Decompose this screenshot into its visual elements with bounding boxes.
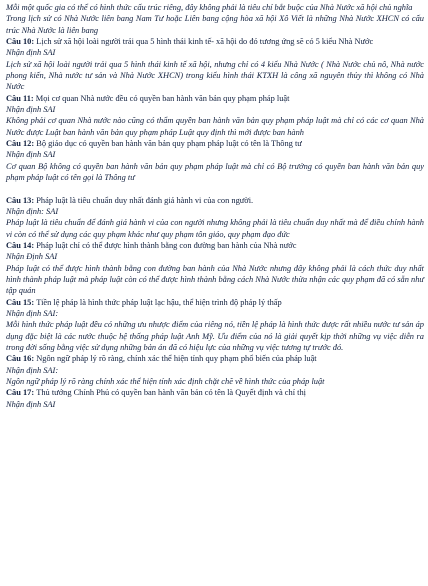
question-number: Câu 11:: [6, 93, 34, 103]
question-number: Câu 14:: [6, 240, 35, 250]
answer-paragraph: Lịch sử xã hội loài người trải qua 5 hình thái kinh tế xã hội, nhưng chỉ có 4 kiểu Nhà Nước ( Nhà Nước chủ nô, Nhà nước phong kiến, Nhà nước tư sản và Nhà Nước XHCN) trong kiểu hình thái KTXH là công xã nguyên thủy thì không có Nhà Nước: [6, 59, 424, 92]
verdict-label: Nhận định: SAI: [6, 206, 59, 216]
question-number: Câu 12:: [6, 139, 35, 149]
answer-paragraph: Pháp luật là tiêu chuẩn để đánh giá hành vi của con người nhưng không phải là tiêu chuẩn duy nhất mà để điều chỉnh hành vi còn có thể sử dụng các quy phạm khác như quy phạm tôn giáo, quy phạm đạo đức: [6, 218, 424, 239]
question-item: [6, 36, 424, 47]
question-text: Mọi cơ quan Nhà nước đều có quyền ban hành văn bản quy phạm pháp luật: [35, 93, 290, 103]
question-item: [6, 387, 424, 398]
verdict-label: Nhận định SAI: [6, 48, 56, 58]
question-number: Câu 16:: [6, 354, 35, 364]
answer-paragraph: Không phải cơ quan Nhà nước nào cũng có thẩm quyền ban hành văn bản quy phạm pháp luật mà chỉ có các cơ quan Nhà Nước được Luật ban hành văn bản quy phạm pháp Luật quy định thì mới được ban hành: [6, 116, 424, 137]
question-number: Câu 15:: [6, 297, 35, 307]
question-item: [6, 138, 424, 149]
question-item: [6, 353, 424, 364]
question-item: [6, 93, 424, 104]
question-text: Pháp luật chỉ có thể được hình thành bằng con đường ban hành của Nhà nước: [36, 240, 297, 250]
verdict-label: Nhận định SAI: [6, 150, 56, 160]
question-text: Tiền lệ pháp là hình thức pháp luật lạc hậu, thể hiện trình độ pháp lý thấp: [36, 297, 282, 307]
answer-paragraph: Trong lịch sử có Nhà Nước liên bang Nam Tư hoặc Liên bang cộng hòa xã hội Xô Viết là những Nhà Nước XHCN có cấu trúc Nhà Nước là liên bang: [6, 14, 424, 35]
question-text: Bộ giáo dục có quyền ban hành văn bản quy phạm pháp luật có tên là Thông tư: [36, 139, 302, 149]
question-number: Câu 17:: [6, 388, 35, 398]
question-text: Ngôn ngữ pháp lý rõ ràng, chính xác thể hiện tính quy phạm phổ biến của pháp luật: [36, 354, 317, 364]
question-text: Pháp luật là tiêu chuẩn duy nhất đánh giá hành vi của con người.: [36, 195, 254, 205]
answer-paragraph: Cơ quan Bộ không có quyền ban hành văn bản quy phạm pháp luật mà chỉ có Bộ trưởng có quyền ban hành văn bản quy phạm pháp luật có tên gọi là Thông tư: [6, 161, 424, 183]
verdict-label: Nhận định SAI:: [6, 365, 59, 375]
paragraph-spacer: [6, 184, 424, 195]
verdict-label: Nhận định SAI:: [6, 308, 59, 318]
answer-paragraph: Mỗi hình thức pháp luật đều có những ưu nhược điểm của riêng nó, tiền lệ pháp là hình thức được rất nhiều nước tư sản áp dụng đặc biệt là các nước thuộc hệ thống pháp luật Anh Mỹ. Ưu điểm của nó là giải quyết kịp thời những vụ việc diễn ra trong đời sống bằng việc sử dụng những bản án đã có hiệu lực của những vụ việc tương tự trước đó.: [6, 320, 424, 352]
verdict-label: Nhận Định SAI: [6, 252, 58, 262]
answer-paragraph: Mỗi một quốc gia có thể có hình thức cấu trúc riêng, đây không phải là tiêu chí bắt buộc của Nhà Nước xã hội chủ nghĩa: [6, 3, 413, 12]
question-text: Thủ tướng Chính Phủ có quyền ban hành văn bản có tên là Quyết định và chỉ thị: [36, 388, 306, 398]
answer-paragraph: Ngôn ngữ pháp lý rõ ràng chính xác thể hiện tính xác định chặt chẽ về hình thức của pháp luật: [6, 377, 325, 386]
answer-paragraph: Pháp luật có thể được hình thành bằng con đường ban hành của Nhà Nước nhưng đây không phải là cách thức duy nhất hình thành pháp luật mà pháp luật còn có thể được hình thành bằng cách Nhà Nước thừa nhận các quy phạm đã có sẵn như tập quán: [6, 263, 424, 296]
question-number: Câu 10:: [6, 37, 35, 47]
verdict-label: Nhận định SAI: [6, 105, 56, 115]
question-item: [6, 297, 424, 308]
question-item: [6, 195, 424, 206]
verdict-label: Nhận định SAI: [6, 399, 56, 409]
question-text: Lịch sử xã hội loài người trải qua 5 hình thái kinh tế- xã hội do đó tương ứng sẽ có 5 kiểu Nhà Nước: [36, 37, 374, 47]
question-item: [6, 240, 424, 251]
question-number: Câu 13:: [6, 195, 35, 205]
